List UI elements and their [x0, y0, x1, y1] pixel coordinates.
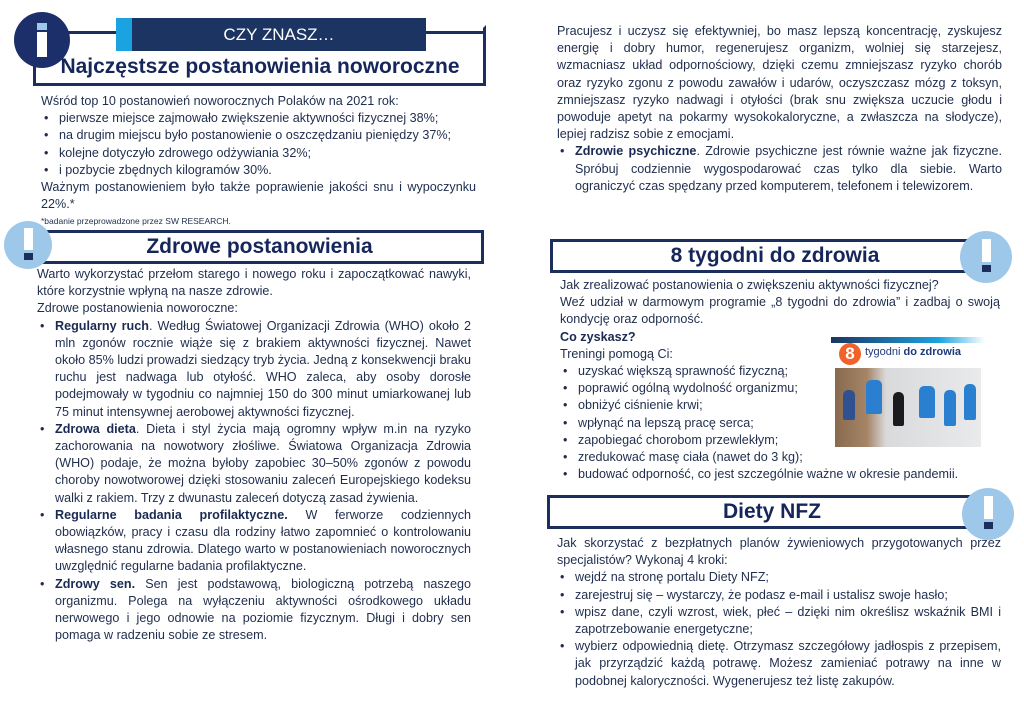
item-bold: Zdrowy sen.: [55, 576, 136, 591]
info-icon-dot: [37, 23, 47, 30]
list-item: • wybierz odpowiednią dietę. Otrzymasz szczegółowy jadłospis z przepisem, jak przyrządzić każdą potrawę. Możesz zamieniać potrawy na inne w podobnej kaloryczności. Wygenerujesz też listę zakupów.: [557, 638, 1001, 690]
item-text: Sen jest podstawową, biologiczną potrzebą naszego organizmu. Polega na wyłączeniu aktywności ośrodkowego układu nerwowego i jego odnowie na poziomie fizycznym. Długi i dobry sen pomaga w radzeniu sobie ze stresem.: [55, 576, 471, 643]
list-item: • wpłynąć na lepszą pracę serca;: [560, 415, 1000, 432]
healthy-subhead: Zdrowe postanowienia noworoczne:: [37, 301, 238, 316]
list-item: • pierwsze miejsce zajmowało zwiększenie aktywności fizycznej 38%;: [41, 110, 476, 127]
item-bold: Regularny ruch: [55, 318, 149, 333]
healthy-intro: Warto wykorzystać przełom starego i nowego roku i zapoczątkować nawyki, które korzystnie wpłyną na nasze zdrowie.: [37, 267, 471, 299]
person-figure: [893, 392, 904, 426]
list-item: [37, 318, 471, 421]
healthy-title: Zdrowe postanowienia: [146, 235, 373, 258]
info-icon-stem: [37, 32, 47, 57]
exclamation-dot: [984, 522, 993, 529]
did-you-know-title: Najczęstsze postanowienia noworoczne: [60, 55, 460, 78]
photo-top-band: [831, 337, 985, 343]
exclamation-bar: [984, 496, 993, 519]
8-weeks-intro-1: Jak zrealizować postanowienia o zwiększeniu aktywności fizycznej?: [560, 278, 939, 292]
badge-accent: [116, 18, 132, 51]
did-you-know-badge: [116, 18, 426, 51]
exclamation-icon: [960, 231, 1012, 283]
badge-label: CZY ZNASZ…: [223, 24, 335, 44]
exclamation-dot: [982, 265, 991, 272]
item-bold: Zdrowa dieta: [55, 421, 136, 436]
gain-heading-text: Co zyskasz?: [560, 329, 636, 344]
mental-list: [557, 143, 1002, 195]
item-text: . Zdrowie psychiczne jest równie ważne jak fizyczne. Spróbuj codziennie wygospodarować czas tylko dla siebie. Warto ograniczyć czas spędzany przed komputerem, telefonem i telewizorem.: [575, 144, 1003, 193]
item-bold: Zdrowie psychiczne: [575, 144, 697, 159]
program-photo: [831, 337, 985, 447]
item-text: . Dieta i styl życia mają ogromny wpływ m.in na ryzyko zachorowania na nowotwory złośliwe. Światowa Organizacja Zdrowia (WHO) podaje, że można byłoby zapobiec 30–50% zgonów z powodu choroby nowotworowej dzięki stosowaniu zaleceń Europejskiego kodeksu walki z rakiem. Trzy z dwunastu zaleceń dotyczą zasad żywienia.: [55, 421, 472, 505]
exclamation-icon: [4, 221, 52, 269]
person-figure: [866, 380, 882, 414]
logo-number-circle: [839, 343, 861, 365]
exclamation-dot: [24, 253, 33, 260]
section-header-nfz: [547, 495, 997, 529]
footnote: *badanie przeprowadzone przez SW RESEARCH.: [41, 216, 231, 227]
item-bold: Regularne badania profilaktyczne.: [55, 507, 288, 522]
logo-number: 8: [845, 344, 855, 363]
did-you-know-list: [41, 110, 476, 179]
healthy-body: [37, 266, 471, 644]
list-item: [557, 143, 1002, 195]
list-item: • uzyskać większą sprawność fizyczną;: [560, 363, 1000, 380]
nfz-body: [557, 535, 1001, 690]
list-item: [37, 576, 471, 645]
nfz-steps: [557, 569, 1001, 689]
list-item: • budować odporność, co jest szczególnie ważne w okresie pandemii.: [560, 466, 1000, 483]
logo-text-b: do zdrowia: [903, 346, 961, 358]
list-item: • kolejne dotyczyło zdrowego odżywiania 32%;: [41, 145, 476, 162]
person-figure: [843, 390, 855, 420]
nfz-title: Diety NFZ: [722, 500, 821, 523]
8-weeks-title: 8 tygodni do zdrowia: [670, 244, 880, 267]
did-you-know-outro: Ważnym postanowieniem było także poprawienie jakości snu i wypoczynku 22%.*: [41, 180, 476, 212]
nfz-intro: Jak skorzystać z bezpłatnych planów żywieniowych przygotowanych przez specjalistów? Wykonaj 4 kroki:: [557, 536, 1001, 568]
list-item: • zapobiegać chorobom przewlekłym;: [560, 432, 1000, 449]
person-figure: [944, 390, 956, 426]
exclamation-bar: [982, 239, 991, 262]
list-item: • poprawić ogólną wydolność organizmu;: [560, 380, 1000, 397]
exclamation-bar: [24, 228, 33, 250]
list-item: [37, 421, 471, 507]
section-header-healthy: [35, 230, 484, 264]
exclamation-icon: [962, 488, 1014, 540]
list-item: [37, 507, 471, 576]
logo-text: [865, 346, 961, 358]
photo-scene: [835, 368, 981, 447]
did-you-know-intro: Wśród top 10 postanowień noworocznych Polaków na 2021 rok:: [41, 94, 399, 108]
person-figure: [964, 384, 976, 420]
8-weeks-intro-2: Weź udział w darmowym programie „8 tygodni do zdrowia” i zadbaj o swoją kondycję oraz odporność.: [560, 295, 1000, 327]
item-text: W ferworze codziennych obowiązków, pracy i czasu dla rodziny łatwo zapomnieć o kontrolowaniu własnego stanu zdrowia. Dlatego warto w postanowieniach noworocznych uwzględnić regularne badania profilaktyczne.: [55, 507, 472, 574]
list-item: • i pozbycie zbędnych kilogramów 30%.: [41, 162, 476, 179]
list-item: • wpisz dane, czyli wzrost, wiek, płeć – dzięki nim określisz wskaźnik BMI i zapotrzebowanie energetyczne;: [557, 604, 1001, 638]
list-item: • zarejestruj się – wystarczy, że podasz e-mail i ustalisz swoje hasło;: [557, 587, 1001, 604]
person-figure: [919, 386, 935, 418]
did-you-know-body: [41, 93, 476, 231]
list-item: • na drugim miejscu było postanowienie o oszczędzaniu pieniędzy 37%;: [41, 127, 476, 144]
item-text: . Według Światowej Organizacji Zdrowia (WHO) około 2 mln zgonów rocznie wiąże się z brakiem aktywności fizycznej. Nawet około 85% ludzi prowadzi siedzący tryb życia. Jedną z konsekwencji braku ruchu jest nadwaga lub otyłość. WHO zaleca, aby osoby dorosłe podejmowały w tygodniu co najmniej 150 do 300 minut umiarkowanej lub 75 minut intensywnej aerobowej aktywności fizycznej.: [55, 318, 472, 419]
list-item: • wejdź na stronę portalu Diety NFZ;: [557, 569, 1001, 586]
gain-intro: Treningi pomogą Ci:: [560, 346, 673, 361]
section-header-8-weeks: [550, 239, 1000, 273]
logo-text-a: tygodni: [865, 346, 901, 358]
healthy-list: [37, 318, 471, 645]
list-item: • zredukować masę ciała (nawet do 3 kg);: [560, 449, 1000, 466]
sleep-continued-text: Pracujesz i uczysz się efektywniej, bo masz lepszą koncentrację, zyskujesz energię i dobry humor, regenerujesz organizm, wolniej się starzejesz, wzmacniasz układ odpornościowy, dzięki czemu zmniejszasz ryzyko chorób oraz ryzyko zgonu z powodu zawałów i udarów, oczyszczasz mózg z toksyn, zmniejszasz ryzyko nadwagi i otyłości (brak snu zwiększa uczucie głodu i powoduje apetyt na pokarmy wysokokaloryczne, a zwłaszcza na słodycze), lepiej radzisz sobie z emocjami.: [557, 24, 1002, 142]
sleep-continued: [557, 23, 1002, 195]
list-item: • obniżyć ciśnienie krwi;: [560, 397, 1000, 414]
